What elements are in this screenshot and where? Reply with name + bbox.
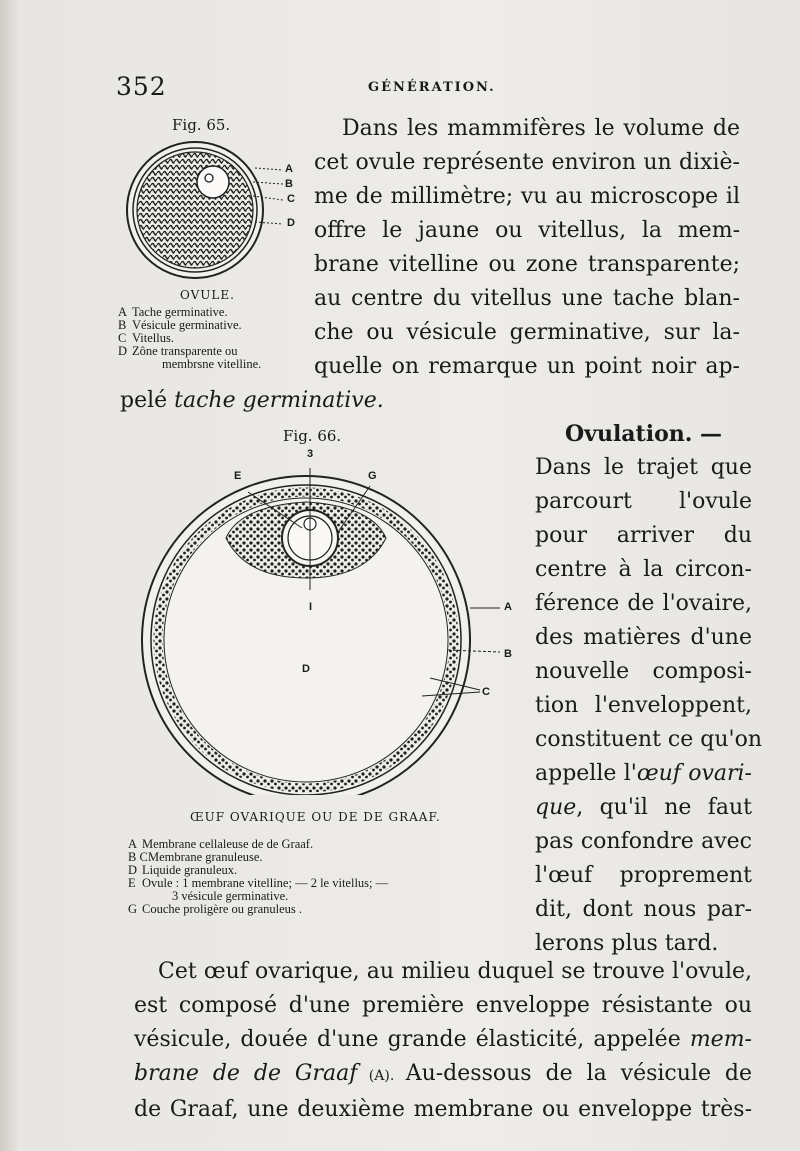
fig66-title: ŒUF OVARIQUE OU DE DE GRAAF. bbox=[190, 810, 441, 824]
fig65-legend-item: D Zône transparente ou bbox=[118, 344, 238, 358]
paragraph-1: Dans les mammifères le volume de cet ovule représente environ un dixiè- me de millimètre; vu au microscope il offre le jaune ou vitellus, la mem- brane vitelline ou zone transparente; au centre du vitellus une tache blan- che ou vésicule germinative, sur la- quelle on remarque un point noir ap- bbox=[314, 116, 740, 379]
fig65-ovule-illustration bbox=[115, 140, 305, 285]
paragraph-1-last-line: pelé tache germinative. bbox=[120, 388, 384, 413]
fig65-legend-item: membrsne vitelline. bbox=[162, 357, 262, 371]
fig65-title: OVULE. bbox=[180, 288, 235, 302]
fig66-legend-item: D Liquide granuleux. bbox=[128, 863, 238, 877]
running-head: GÉNÉRATION. bbox=[368, 80, 496, 95]
fig66-graafian-follicle-illustration bbox=[130, 450, 520, 795]
fig66-legend-item: B CMembrane granuleuse. bbox=[128, 850, 263, 864]
page-number: 352 bbox=[116, 72, 167, 101]
fig66-label-a: A bbox=[504, 601, 512, 613]
fig65-label-a: A bbox=[285, 163, 293, 175]
fig65-legend-item: B Vésicule germinative. bbox=[118, 318, 242, 332]
fig65-legend bbox=[118, 306, 261, 371]
fig66-caption: Fig. 66. bbox=[283, 427, 342, 445]
paragraph-2: Cet œuf ovarique, au milieu duquel se trouve l'ovule, est composé d'une première enveloppe résistante ou vésicule, douée d'une grande élasticité, appelée mem- brane de de Graaf (A). Au-dessous de la vésicule de de Graaf, une deuxième membrane ou enveloppe très- bbox=[134, 959, 752, 1122]
fig66-legend-item: A Membrane cellaleuse de de Graaf. bbox=[128, 837, 314, 851]
fig66-label-3: 3 bbox=[307, 448, 314, 460]
fig66-legend-item: E Ovule : 1 membrane vitelline; — 2 le vitellus; — bbox=[128, 876, 389, 890]
fig65-label-d: D bbox=[287, 217, 295, 229]
fig66-legend bbox=[128, 838, 388, 916]
fig66-label-b: B bbox=[504, 648, 512, 660]
fig65-legend-item: A Tache germinative. bbox=[118, 305, 228, 319]
fig66-label-i: I bbox=[309, 601, 313, 613]
fig65-label-b: B bbox=[285, 178, 293, 190]
side-column: Dans le trajet que parcourt l'ovule pour arriver du centre à la circon- férence de l'ovaire, des matières d'une nouvelle composi- tion l'enveloppent, constituent ce qu'on appelle l'œuf ovari- que, qu'il ne faut pas confondre avec l'œuf proprement dit, dont nous par- lerons plus tard. bbox=[535, 455, 762, 956]
germinal-vesicle bbox=[197, 166, 229, 198]
fig66-legend-item: G Couche proligère ou granuleus . bbox=[128, 902, 303, 916]
fig65-label-c: C bbox=[287, 193, 295, 205]
germinal-spot bbox=[205, 174, 213, 182]
fig65-caption: Fig. 65. bbox=[172, 116, 231, 134]
fig66-label-c: C bbox=[482, 686, 490, 698]
fig66-label-d: D bbox=[302, 663, 310, 675]
ovulation-heading: Ovulation. — bbox=[565, 421, 723, 447]
fig66-label-g: G bbox=[368, 470, 377, 482]
vitellus bbox=[137, 152, 253, 268]
fig66-label-e: E bbox=[234, 470, 242, 482]
fig65-legend-item: C Vitellus. bbox=[118, 331, 174, 345]
fig66-legend-item: 3 vésicule germinative. bbox=[172, 889, 289, 903]
